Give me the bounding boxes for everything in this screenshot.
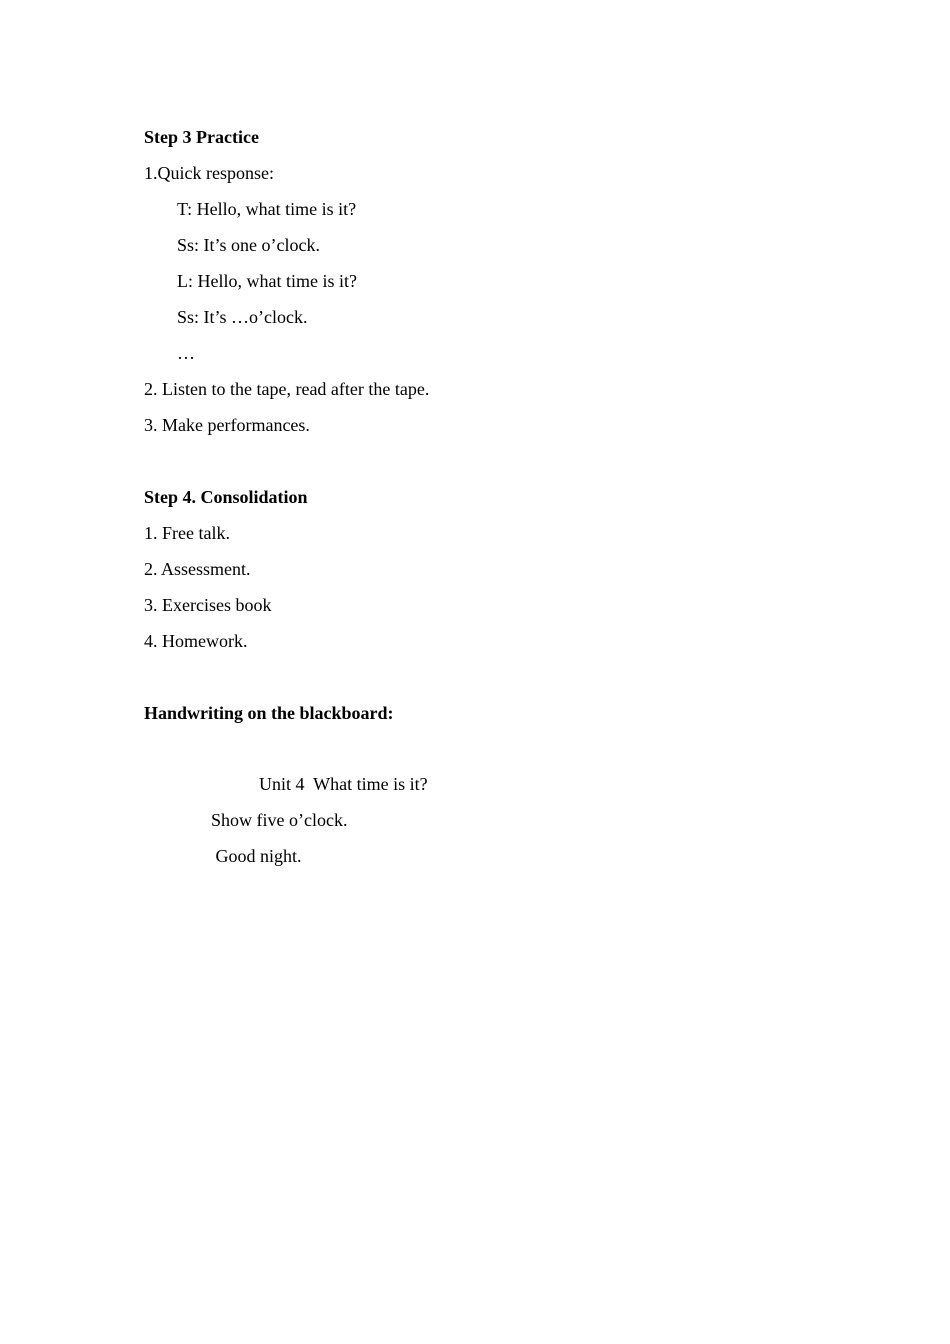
dialog-line: L: Hello, what time is it?: [177, 271, 357, 291]
step4-heading: Step 4. Consolidation: [144, 487, 308, 507]
consolidation-item: 4. Homework.: [144, 631, 248, 651]
performances-item: 3. Make performances.: [144, 415, 310, 435]
dialog-line: Ss: It’s …o’clock.: [177, 307, 308, 327]
consolidation-item: 1. Free talk.: [144, 523, 230, 543]
dialog-ellipsis: …: [177, 343, 195, 363]
listen-item: 2. Listen to the tape, read after the tape.: [144, 379, 430, 399]
blackboard-line: Good night.: [211, 846, 302, 866]
consolidation-item: 3. Exercises book: [144, 595, 272, 615]
step3-heading: Step 3 Practice: [144, 127, 259, 147]
consolidation-item: 2. Assessment.: [144, 559, 251, 579]
blackboard-heading: Handwriting on the blackboard:: [144, 703, 394, 723]
dialog-line: Ss: It’s one o’clock.: [177, 235, 320, 255]
blackboard-title: Unit 4 What time is it?: [259, 774, 428, 794]
quick-response-item: 1.Quick response:: [144, 163, 274, 183]
blackboard-line: Show five o’clock.: [211, 810, 348, 830]
dialog-line: T: Hello, what time is it?: [177, 199, 357, 219]
